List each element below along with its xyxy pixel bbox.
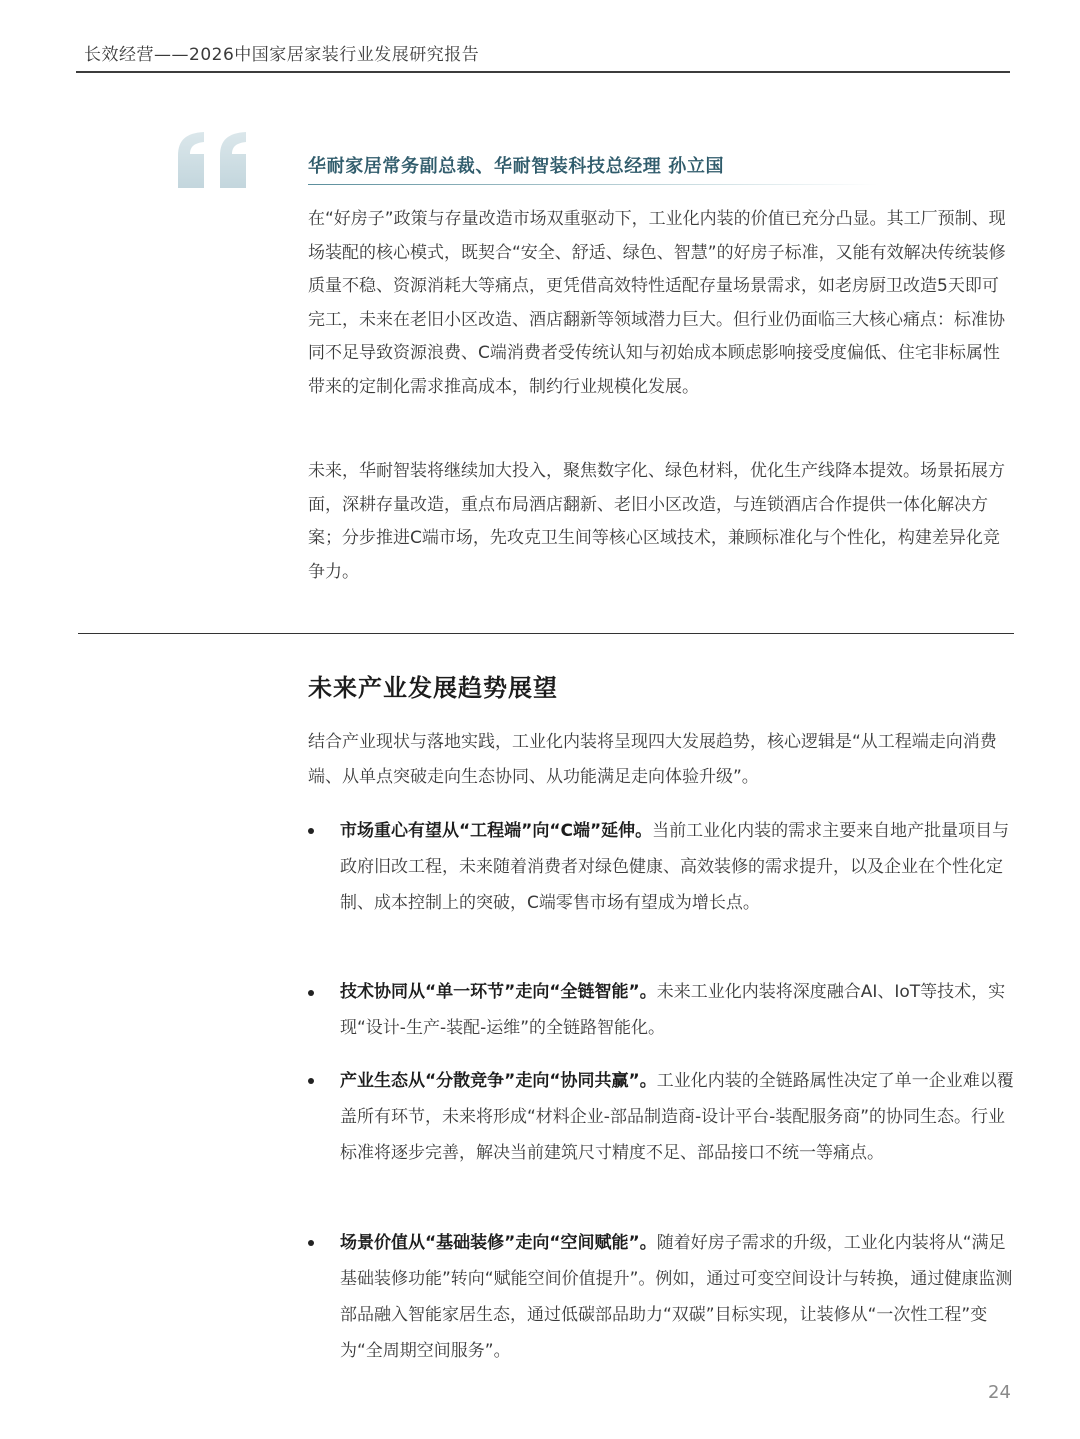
page-number: 24 xyxy=(988,1382,1011,1403)
trend-body: 当前工业化内装的需求主要来自地产批量项目与政府旧改工程，未来随着消费者对绿色健康、高效装修的需求提升，以及企业在个性化定制、成本控制上的突破，C端零售市场有望成为增长点。 xyxy=(340,821,1010,913)
quote-paragraph: 在“好房子”政策与存量改造市场双重驱动下，工业化内装的价值已充分凸显。其工厂预制、现场装配的核心模式，既契合“安全、舒适、绿色、智慧”的好房子标准，又能有效解决传统装修质量不稳、资源消耗大等痛点，更凭借高效特性适配存量场景需求，如老房厨卫改造5天即可完工，未来在老旧小区改造、酒店翻新等领域潜力巨大。但行业仍面临三大核心痛点：标准协同不足导致资源浪费、C端消费者受传统认知与初始成本顾虑影响接受度偏低、住宅非标属性带来的定制化需求推高成本，制约行业规模化发展。 xyxy=(308,209,1006,397)
bullet-dot xyxy=(308,1078,314,1084)
trend-item xyxy=(340,974,1020,1046)
bullet-dot xyxy=(308,1240,314,1246)
section-intro: 结合产业现状与落地实践，工业化内装将呈现四大发展趋势，核心逻辑是“从工程端走向消费端、从单点突破走向生态协同、从功能满足走向体验升级”。 xyxy=(308,732,997,787)
trend-item xyxy=(340,813,1020,921)
trend-item xyxy=(340,1225,1020,1369)
trend-body: 工业化内装的全链路属性决定了单一企业难以覆盖所有环节，未来将形成“材料企业-部品制造商-设计平台-装配服务商”的协同生态。行业标准将逐步完善，解决当前建筑尺寸精度不足、部品接口不统一等痛点。 xyxy=(340,1071,1014,1163)
section-divider xyxy=(78,633,1014,634)
speaker-name: 华耐家居常务副总裁、华耐智装科技总经理 孙立国 xyxy=(308,156,725,177)
trend-body: 随着好房子需求的升级，工业化内装将从“满足基础装修功能”转向“赋能空间价值提升”。例如，通过可变空间设计与转换，通过健康监测部品融入智能家居生态，通过低碳部品助力“双碳”目标实现，让装修从“一次性工程”变为“全周期空间服务”。 xyxy=(340,1233,1013,1361)
trend-item xyxy=(340,1063,1020,1171)
quote-icon xyxy=(174,130,256,192)
report-header-title: 长效经营——2026中国家居家装行业发展研究报告 xyxy=(84,45,480,65)
header-rule xyxy=(76,71,1010,73)
quote-paragraph: 未来，华耐智装将继续加大投入，聚焦数字化、绿色材料，优化生产线降本提效。场景拓展方面，深耕存量改造，重点布局酒店翻新、老旧小区改造，与连锁酒店合作提供一体化解决方案；分步推进C端市场，先攻克卫生间等核心区域技术，兼顾标准化与个性化，构建差异化竞争力。 xyxy=(308,461,1005,582)
section-title: 未来产业发展趋势展望 xyxy=(308,674,558,702)
speaker-underline xyxy=(308,184,878,185)
bullet-dot xyxy=(308,828,314,834)
trend-lead: 市场重心有望从“工程端”向“C端”延伸。 xyxy=(340,821,653,841)
trend-lead: 技术协同从“单一环节”走向“全链智能”。 xyxy=(340,982,657,1002)
trend-lead: 场景价值从“基础装修”走向“空间赋能”。 xyxy=(340,1233,657,1253)
bullet-dot xyxy=(308,990,314,996)
trend-body: 未来工业化内装将深度融合AI、IoT等技术，实现“设计-生产-装配-运维”的全链路智能化。 xyxy=(340,982,1006,1038)
trend-lead: 产业生态从“分散竞争”走向“协同共赢”。 xyxy=(340,1071,657,1091)
